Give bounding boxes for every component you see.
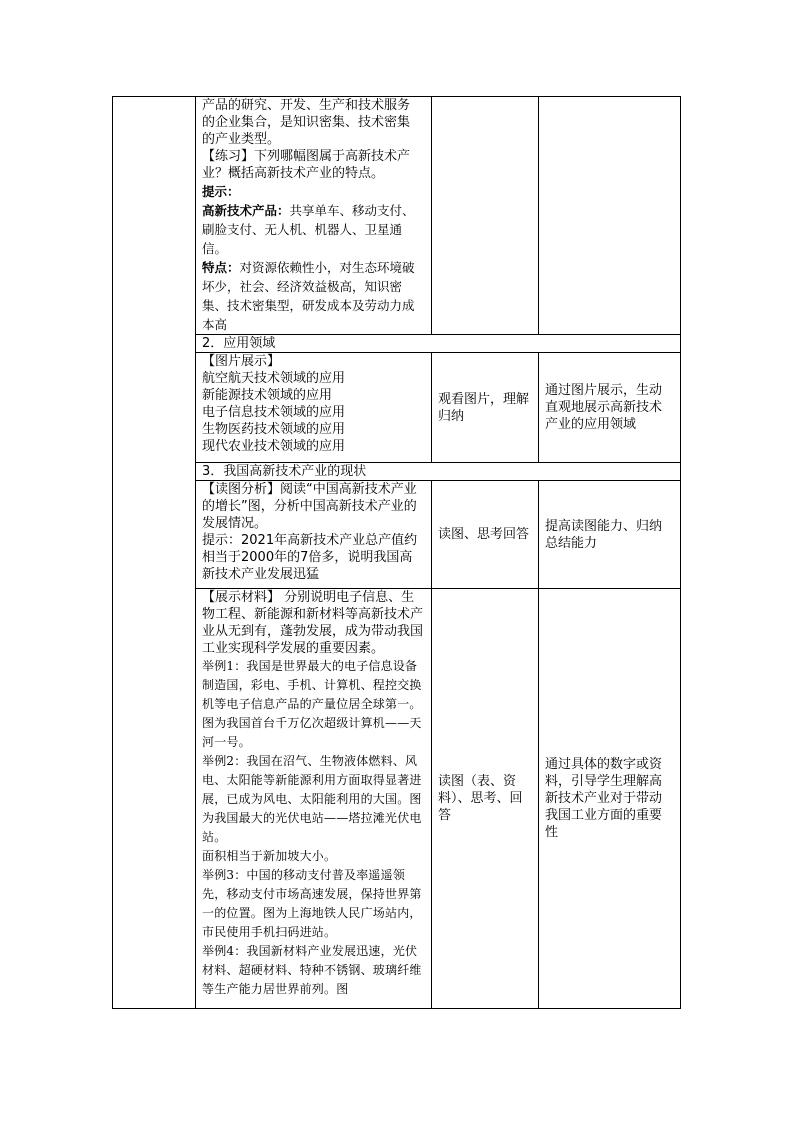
content-cell: [196, 481, 432, 589]
section-title: 3．我国高新技术产业的现状: [196, 463, 681, 481]
content-line: 的企业集合，是知识密集、技术密集: [202, 115, 411, 130]
table-row: [113, 353, 681, 463]
table-row: [113, 589, 681, 1009]
row-text: 阅读“中国高新技术产业的增长”图，分析中国高新技术产业的发展情况。: [202, 482, 417, 531]
design-intent-cell: 通过具体的数字或资料，引导学生理解高新技术产业对于带动我国工业方面的重要性: [539, 589, 681, 1009]
example-item: 举例2：我国在沼气、生物液体燃料、风电、太阳能等新能源利用方面取得显著进展，已成为风电、太阳能利用的大国。图为我国最大的光伏电站——塔拉滩光伏电站。: [202, 754, 422, 844]
content-cell: [196, 353, 432, 463]
section-row: [113, 463, 681, 481]
stage-cell: [113, 97, 196, 1009]
products-text: 共享单车、移动支付、刷脸支付、无人机、机器人、卫星通信。: [202, 203, 415, 256]
row-heading: 【读图分析】: [202, 482, 281, 497]
content-line: 产品的研究、开发、生产和技术服务: [202, 98, 411, 113]
row-text: 分别说明电子信息、生物工程、新能源和新材料等高新技术产业从无到有，蓬勃发展，成为带动我国工业实现科学发展的重要因素。: [202, 590, 424, 656]
list-item: 现代农业技术领域的应用: [202, 439, 346, 454]
example-item: 举例4：我国新材料产业发展迅速，光伏材料、超硬材料、特种不锈钢、玻璃纤维等生产能力居世界前列。图: [202, 944, 422, 996]
list-item: 航空航天技术领域的应用: [202, 371, 346, 386]
example-item: 面积相当于新加坡大小。: [202, 849, 337, 863]
student-activity-cell: [432, 97, 539, 335]
list-item: 新能源技术领域的应用: [202, 388, 333, 403]
features-label: 特点：: [202, 260, 240, 275]
student-activity-cell: 读图、思考回答: [432, 481, 539, 589]
content-cell: [196, 97, 432, 335]
content-line: 的产业类型。: [202, 132, 281, 147]
hint-label: 提示：: [202, 184, 240, 199]
table-row: [113, 481, 681, 589]
section-row: [113, 335, 681, 353]
example-item: 举例3：中国的移动支付普及率遥遥领先，移动支付市场高速发展，保持世界第一的位置。图为上海地铁人民广场站内，市民使用手机扫码进站。: [202, 868, 422, 939]
section-title: 2．应用领域: [196, 335, 681, 353]
practice-label: 【练习】: [202, 149, 255, 164]
list-item: 生物医药技术领域的应用: [202, 422, 346, 437]
content-cell: [196, 589, 432, 1009]
hint-text: 提示：2021年高新技术产业总产值约相当于2000年的7倍多，说明我国高新技术产业发展迅猛: [202, 533, 418, 582]
list-item: 电子信息技术领域的应用: [202, 405, 346, 420]
row-heading: 【图片展示】: [202, 354, 281, 369]
student-activity-cell: 读图（表、资料）、思考、回答: [432, 589, 539, 1009]
features-text: 对资源依赖性小，对生态环境破坏少，社会、经济效益极高，知识密集、技术密集型，研发成本及劳动力成本高: [202, 260, 415, 332]
example-item: 举例1：我国是世界最大的电子信息设备制造国，彩电、手机、计算机、程控交换机等电子信息产品的产量位居全球第一。图为我国首台千万亿次超级计算机——天河一号。: [202, 659, 422, 749]
table-row: [113, 97, 681, 335]
lesson-plan-table: [112, 96, 681, 1009]
practice-text: 下列哪幅图属于高新技术产业？概括高新技术产业的特点。: [202, 149, 411, 181]
design-intent-cell: 通过图片展示，生动直观地展示高新技术产业的应用领域: [539, 353, 681, 463]
design-intent-cell: [539, 97, 681, 335]
products-label: 高新技术产品：: [202, 203, 290, 218]
student-activity-cell: 观看图片，理解归纳: [432, 353, 539, 463]
row-heading: 【展示材料】: [202, 590, 281, 605]
design-intent-cell: 提高读图能力、归纳总结能力: [539, 481, 681, 589]
